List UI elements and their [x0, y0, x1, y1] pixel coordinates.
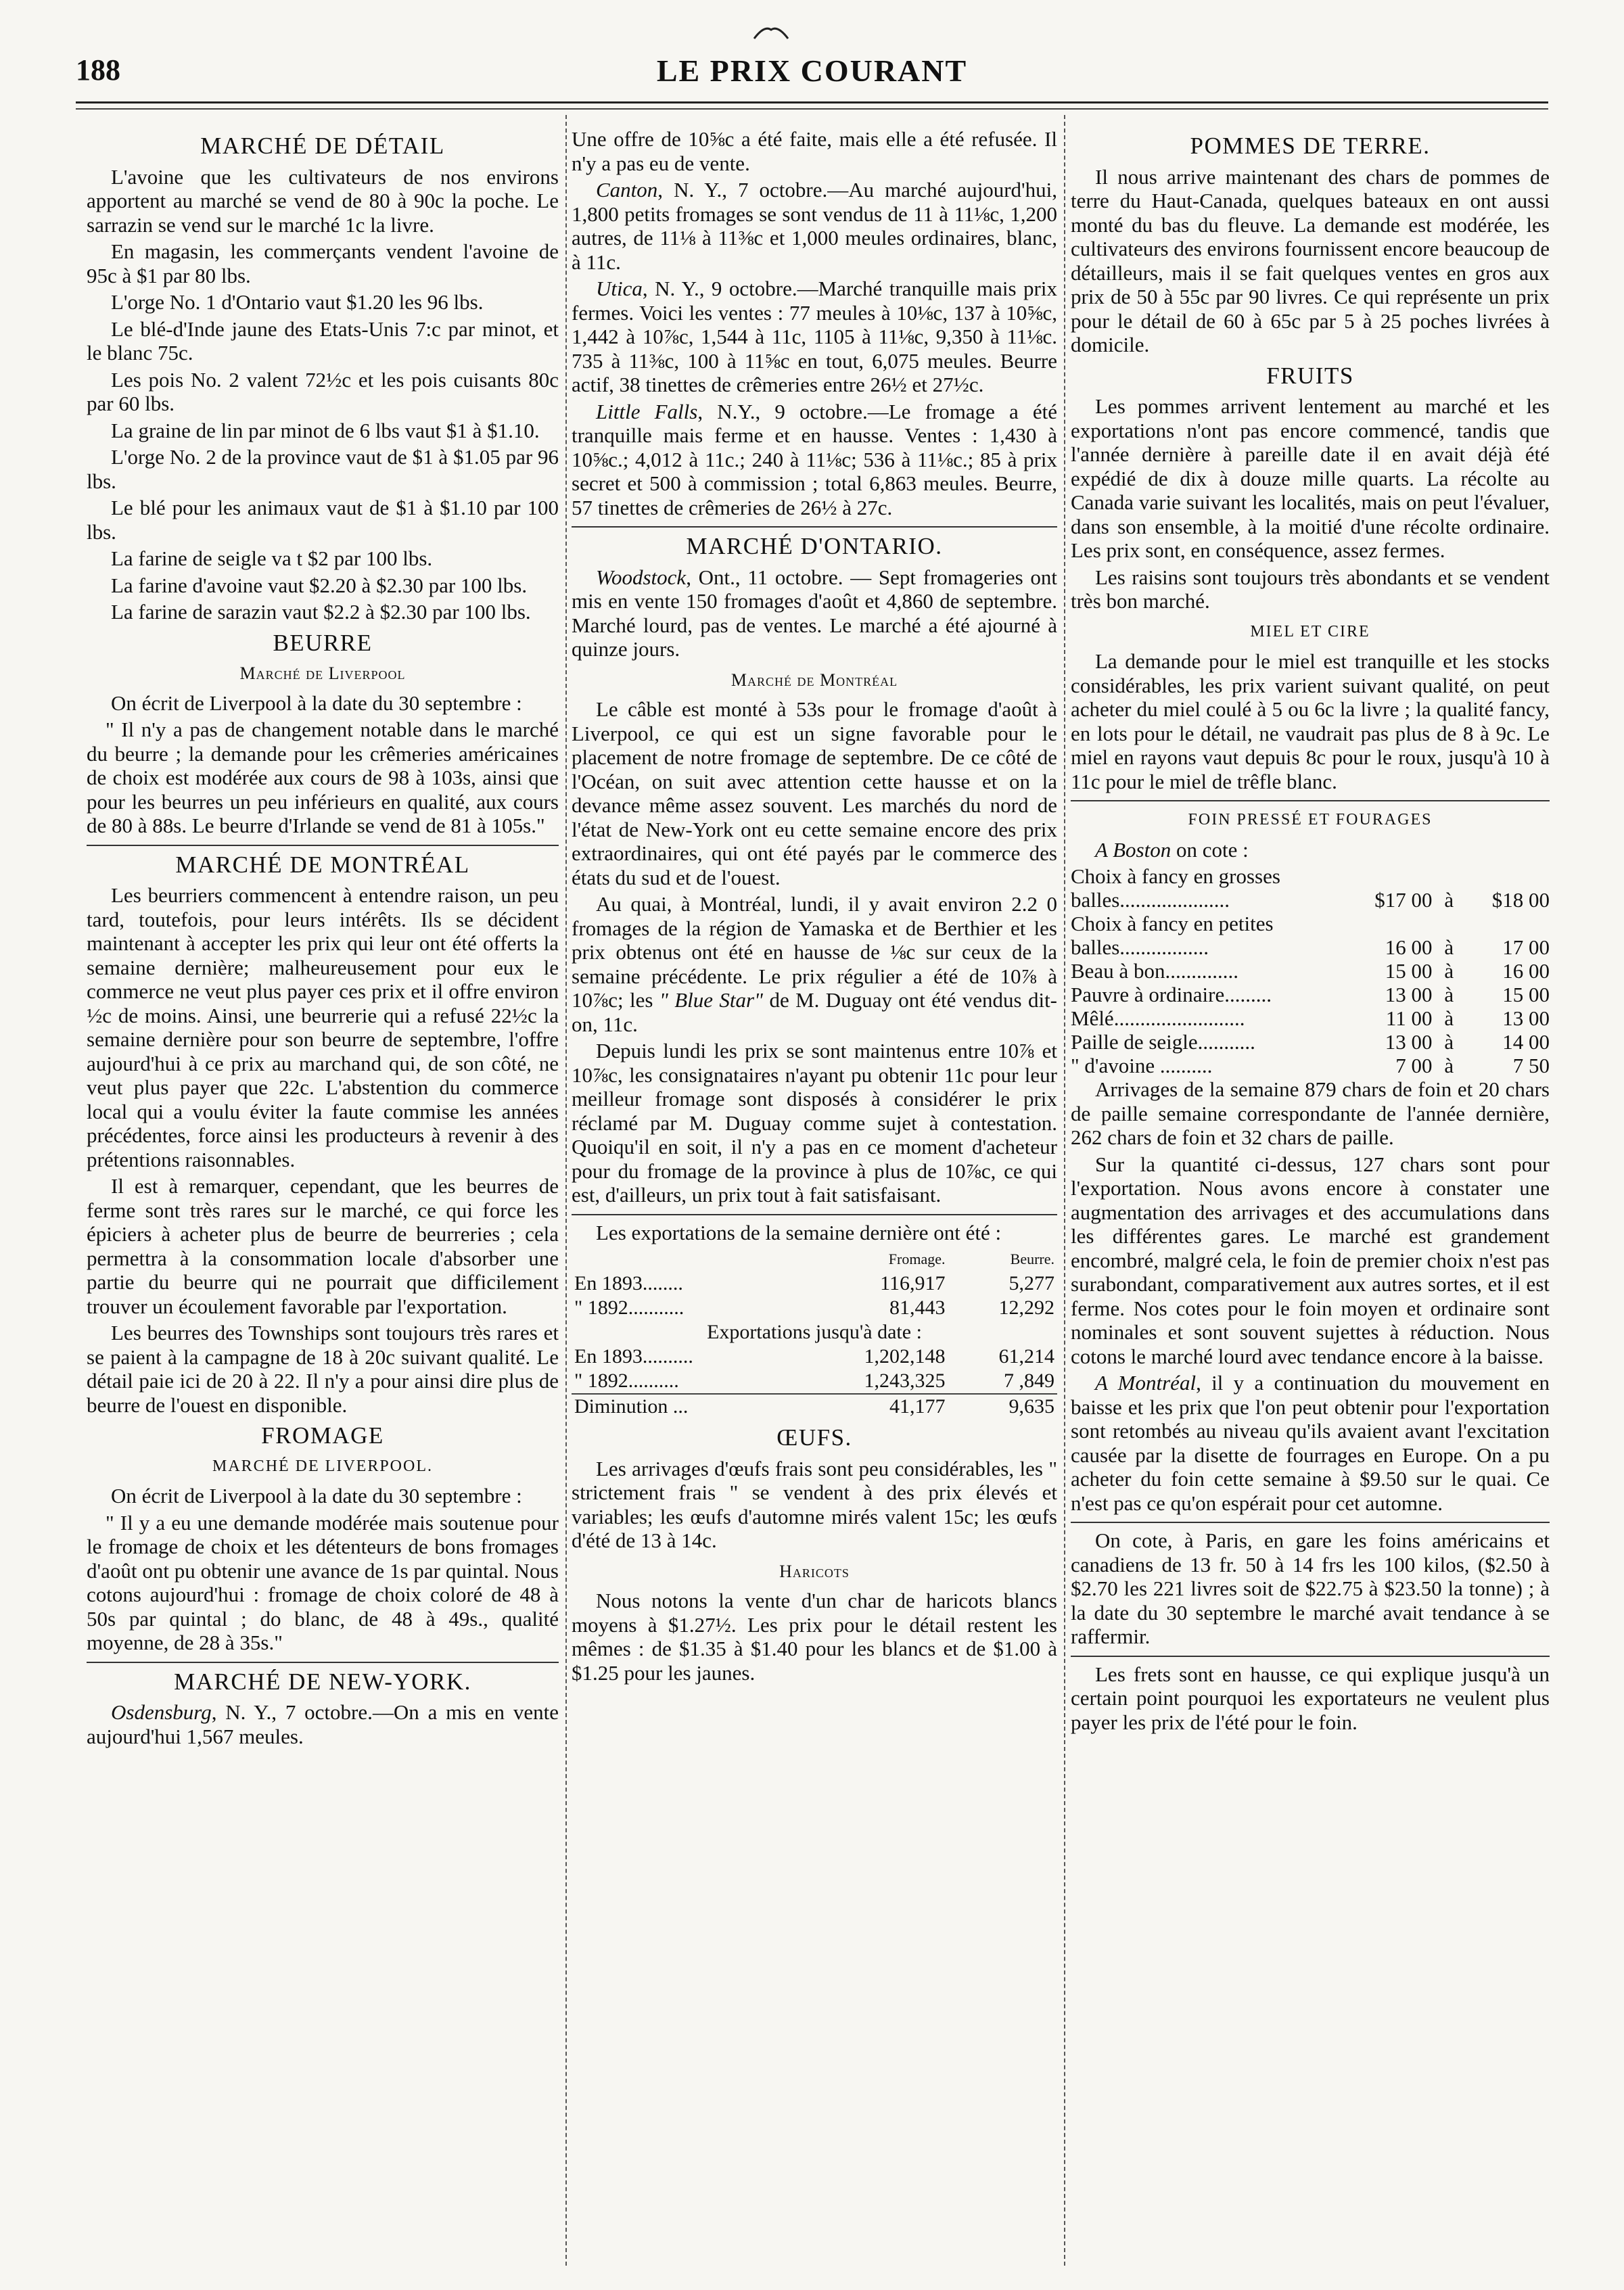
section-rule — [1071, 1656, 1550, 1657]
table-row — [572, 1320, 1057, 1345]
table-row — [1071, 935, 1550, 959]
table-cell: 12,292 — [998, 1296, 1054, 1319]
section-title: FRUITS — [1266, 362, 1354, 389]
section-rule — [87, 1662, 559, 1663]
column-right — [1071, 127, 1550, 2264]
table-cell — [1433, 912, 1466, 935]
paragraph: Les raisins sont toujours très abondants et se vendent très bon marché. — [1071, 565, 1550, 613]
subsection-title: Marché de Montréal — [730, 670, 898, 690]
table-cell: à — [1444, 1054, 1454, 1077]
table-cell: 11 00 — [1385, 1006, 1433, 1030]
paragraph: Il nous arrive maintenant des chars de pommes de terre du Haut-Canada, quelques bateaux en ont aussi monté du bas du fleuve. La demande est modérée, les cultivateurs des environs fournissent encore beaucoup de détailleurs, mais il se fait quelques ventes en gros aux prix de 50 à 55c par 90 livres. Ce qui représente un prix pour le détail de 60 à 65c par 5 à 25 poches livrées à domicile. — [1071, 164, 1550, 356]
paragraph: L'orge No. 2 de la province vaut de $1 à $1.05 par 96 lbs. — [87, 445, 559, 493]
paragraph: Les exportations de la semaine dernière ont été : — [596, 1220, 1002, 1244]
paragraph: Il est à remarquer, cependant, que les beurres de ferme sont très rares sur le marché, ce qui force les épiciers à acheter plus de beurre de beurreries ; cela permettra à la consommation locale d'absorber une partie du beurre qui ne pourrait que difficilement trouver un écoulement favorable par l'exportation. — [87, 1174, 559, 1318]
table-cell — [1349, 864, 1433, 888]
table-cell: à — [1444, 959, 1454, 983]
section-title: BEURRE — [273, 629, 373, 656]
place-name: Canton — [596, 178, 658, 202]
table-cell: 15 00 — [1502, 983, 1550, 1006]
column-left — [87, 127, 559, 2264]
section-rule — [572, 1214, 1057, 1215]
paragraph: Une offre de 10⅝c a été faite, mais elle a été refusée. Il n'y a pas eu de vente. — [572, 127, 1057, 175]
paragraph — [572, 892, 1057, 1036]
section-title: POMMES DE TERRE. — [1190, 133, 1431, 159]
page-number: 188 — [76, 53, 120, 87]
paragraph — [572, 277, 1057, 397]
table-cell: 81,443 — [889, 1296, 946, 1319]
quoted-paragraph: " Il n'y a pas de changement notable dans le marché du beurre ; la demande pour les crêmeries américaines de choix est modérée aux cours de 98 à 103s, ainsi que pour les beurres un peu inférieurs en qualité, aux cours de 80 à 88s. Le beurre d'Irlande se vend de 81 à 105s." — [87, 718, 559, 837]
table-cell: " 1892.......... — [574, 1370, 679, 1392]
paragraph: Les frets sont en hausse, ce qui explique jusqu'à un certain point pourquoi les exportateurs ne veulent plus payer les prix de l'été pour le foin. — [1071, 1662, 1550, 1734]
section-title: MARCHÉ DE MONTRÉAL — [175, 851, 470, 878]
table-row — [1071, 864, 1550, 888]
paragraph: Le câble est monté à 53s pour le fromage d'août à Liverpool, ce qui est un signe favorable pour le placement de notre fromage de septembre. De ce côté de l'Océan, on suit avec attention cette hausse et on la devance même assez souvent. Les marchés du nord de l'état de New-York ont eu cette semaine encore des prix extraordinaires, qui ont été payés par le commerce des états du sud et de l'ouest. — [572, 697, 1057, 889]
table-row — [1071, 1006, 1550, 1030]
paragraph: L'orge No. 1 d'Ontario vaut $1.20 les 96 lbs. — [111, 290, 484, 314]
paragraph-text: , N. Y., 9 octobre.—Marché tranquille mais prix fermes. Voici les ventes : 77 meules à 10⅛c, 137 à 10⅝c, 1,442 à 10⅞c, 1,544 à 11c, 1105 à 11⅛c, 9,350 à 11⅛c. 735 à 11⅜c, 100 à 11⅝c en tout, 6,075 meules. Beurre actif, 38 tinettes de crêmeries entre 26½ et 27½c. — [572, 277, 1057, 396]
table-cell: 13 00 — [1502, 1006, 1550, 1030]
place-name: Osdensburg — [111, 1700, 212, 1724]
table-row — [1071, 888, 1550, 912]
paragraph — [1071, 1371, 1550, 1515]
paragraph — [1071, 838, 1550, 862]
paragraph: La demande pour le miel est tranquille et les stocks considérables, les prix varient suivant qualité, on peut acheter du miel coulé à 5 ou 6c la livre ; la qualité fancy, en lots pour le détail, ne vaudrait pas plus de 8 à 9c. Le miel en rayons vaut depuis 8c pour le roux, jusqu'à 10 à 11c pour le miel de trêfle blanc. — [1071, 649, 1550, 793]
paragraph: Les arrivages d'œufs frais sont peu considérables, les " strictement frais " se vendent à des prix élevés et variables; les œufs d'automne mirés valent 15c; les œufs d'été de 13 à 14c. — [572, 1456, 1057, 1552]
table-cell: à — [1444, 1006, 1454, 1030]
place-name: Woodstock — [596, 565, 687, 589]
section-rule — [572, 526, 1057, 528]
header-rule — [76, 101, 1548, 103]
table-cell: Diminution ... — [572, 1394, 793, 1419]
subsection-title: Haricots — [779, 1561, 850, 1581]
paragraph: La farine de sarazin vaut $2.2 à $2.30 par 100 lbs. — [111, 600, 531, 624]
table-cell: à — [1444, 983, 1454, 1006]
table-row — [572, 1296, 1057, 1320]
table-header — [572, 1247, 793, 1271]
table-cell — [1466, 864, 1550, 888]
table-cell: 7 50 — [1512, 1054, 1550, 1077]
table-cell: $18 00 — [1491, 888, 1550, 912]
paragraph: On écrit de Liverpool à la date du 30 septembre : — [111, 691, 522, 715]
column-middle — [572, 127, 1057, 2264]
table-cell: à — [1444, 1030, 1454, 1054]
table-cell: 61,214 — [998, 1345, 1054, 1368]
table-row — [1071, 1054, 1550, 1077]
table-cell — [1349, 912, 1433, 935]
subsection-title: FOIN PRESSÉ ET FOURAGES — [1188, 811, 1433, 828]
table-cell: 15 00 — [1385, 959, 1433, 983]
section-rule — [87, 845, 559, 846]
section-rule — [1071, 800, 1550, 801]
table-cell: Mêlé......................... — [1071, 1006, 1245, 1030]
table-cell: à — [1444, 888, 1454, 912]
table-cell — [1466, 912, 1550, 935]
place-name: Utica — [596, 277, 643, 300]
paragraph: Sur la quantité ci-dessus, 127 chars sont pour l'exportation. Nous avons encore à constater une augmentation des arrivages et des accumulations dans les différentes gares. Le marché est grandement encombré, malgré cela, le foin de premier choix n'est pas surabondant, comparativement aux autres sortes, et il est ferme. Nos cotes pour le foin moyen et ordinaire sont nominales et sont souvent sujettes à réduction. Nous cotons le marché lourd avec tendance encore à la baisse. — [1071, 1152, 1550, 1368]
column-divider — [565, 115, 567, 2266]
ornament-icon — [751, 22, 791, 42]
paragraph: Nous notons la vente d'un char de haricots blancs moyens à $1.27½. Les prix pour le détail restent les mêmes : de $1.35 à $1.40 pour les blancs et de $1.00 à $1.25 pour les jaunes. — [572, 1589, 1057, 1685]
table-cell: Choix à fancy en petites — [1071, 912, 1274, 935]
paragraph — [87, 1700, 559, 1748]
table-cell: 116,917 — [880, 1272, 946, 1294]
section-title: FROMAGE — [261, 1422, 384, 1449]
section-rule — [1071, 1522, 1550, 1523]
table-cell: En 1893.......... — [574, 1345, 693, 1368]
paragraph-text: on cote : — [1171, 837, 1249, 862]
paragraph: Les pois No. 2 valent 72½c et les pois cuisants 80c par 60 lbs. — [87, 367, 559, 415]
table-cell: balles..................... — [1071, 888, 1230, 912]
table-cell: 16 00 — [1385, 935, 1433, 959]
table-row — [1071, 912, 1550, 935]
table-cell: $17 00 — [1374, 888, 1433, 912]
section-title: MARCHÉ D'ONTARIO. — [686, 533, 943, 559]
paragraph: Depuis lundi les prix se sont maintenus entre 10⅞ et 10⅞c, les consignataires n'ayant pu obtenir 11c pour leur meilleur fromage sont disposés à considérer le prix réclamé par M. Duguay comme sujet à contestation. Quoiqu'il en soit, il n'y a pas en ce moment d'acheteur pour du fromage de la province à plus de 10⅞c, ce qui est, d'ailleurs, un prix tout à fait satisfaisant. — [572, 1039, 1057, 1207]
hay-price-table — [1071, 864, 1550, 1077]
table-cell: 5,277 — [1008, 1272, 1054, 1294]
table-cell: 7 00 — [1395, 1054, 1433, 1077]
section-title: ŒUFS. — [776, 1424, 852, 1451]
section-title: MARCHÉ DE DÉTAIL — [200, 133, 445, 159]
paragraph — [572, 400, 1057, 520]
paragraph-text: , N. Y., 7 octobre.—On a mis en vente aujourd'hui 1,567 meules. — [87, 1700, 559, 1748]
paragraph-text: Au quai, à Montréal, lundi, il y avait environ 2.2 0 fromages de la région de Yamaska et de Berthier et les prix obtenus ont été en hausse de ⅛c sur ceux de la semaine précédente. Le prix régulier a été de 10⅞ à 10⅞c; les — [572, 892, 1057, 1012]
paragraph-text: , N. Y., 7 octobre.—Au marché aujourd'hui, 1,800 petits fromages se sont vendus de 11 à 11⅛c, 1,200 autres, de 11⅛ à 11⅜c et 1,000 meules ordinaires, blanc, à 11c. — [572, 178, 1057, 274]
table-row — [572, 1271, 1057, 1296]
table-cell: 13 00 — [1385, 1030, 1433, 1054]
table-cell: 41,177 — [793, 1394, 948, 1419]
paragraph: Arrivages de la semaine 879 chars de foin et 20 chars de paille semaine correspondante de l'année dernière, 262 chars de foin et 32 chars de paille. — [1071, 1077, 1550, 1149]
place-name: A Boston — [1095, 837, 1171, 862]
paragraph: On cote, à Paris, en gare les foins américains et canadiens de 13 fr. 50 à 14 frs les 100 kilos, ($2.50 à $2.70 les 221 livres soit de $22.75 à $23.50 la tonne) ; à la date du 30 septembre le marché avait tendance à se raffermir. — [1071, 1528, 1550, 1648]
paragraph: Les beurres des Townships sont toujours très rares et se paient à la campagne de 18 à 20c suivant qualité. Le détail paie ici de 20 à 22. Il n'y a pour ainsi dire plus de beurre de l'ouest en disponible. — [87, 1321, 559, 1417]
table-row — [1071, 1030, 1550, 1054]
paragraph-text: de M. Duguay ont été vendus dit-on, 11c. — [572, 988, 1057, 1036]
table-cell: 1,243,325 — [864, 1370, 946, 1392]
table-subtitle: Exportations jusqu'à date : — [707, 1321, 922, 1343]
table-row — [572, 1345, 1057, 1369]
paragraph: Le blé-d'Inde jaune des Etats-Unis 7:c par minot, et le blanc 75c. — [87, 317, 559, 365]
paragraph — [572, 178, 1057, 274]
table-cell: Paille de seigle........... — [1071, 1030, 1255, 1054]
paragraph: En magasin, les commerçants vendent l'avoine de 95c à $1 par 80 lbs. — [87, 239, 559, 287]
table-cell — [1433, 864, 1466, 888]
paragraph: Les beurriers commencent à entendre raison, un peu tard, toutefois, pour leurs intérêts. Ils se décident maintenant à accepter les prix qui leur ont été offerts la semaine dernière; malheureusement pour eux le commerce ne veut plus payer ces prix et il offre environ ½c de moins. Ainsi, une beurrerie qui a refusé 22½c la semaine dernière pour son beurre de septembre, l'offre aujourd'hui à ce prix au marchand qui, de son côté, ne veut plus payer que 22c. L'abstention du commerce local qui a voulu éviter la faute commise les années précédentes, force ainsi les producteurs à revenir à des prétentions raisonnables. — [87, 883, 559, 1171]
table-cell: En 1893........ — [574, 1272, 683, 1294]
subsection-title: MARCHÉ DE LIVERPOOL. — [212, 1457, 433, 1475]
place-name: Little Falls — [596, 399, 698, 423]
page-title: LE PRIX COURANT — [656, 53, 968, 88]
table-total-row — [572, 1394, 1057, 1419]
header-rule-thin — [76, 108, 1548, 110]
exports-table — [572, 1247, 1057, 1419]
table-cell: " 1892........... — [574, 1296, 685, 1319]
table-cell: à — [1444, 935, 1454, 959]
table-cell: 14 00 — [1502, 1030, 1550, 1054]
subsection-title: MIEL ET CIRE — [1250, 622, 1370, 640]
table-cell: 1,202,148 — [864, 1345, 946, 1368]
paragraph-text: , Ont., 11 octobre. — Sept fromageries ont mis en vente 150 fromages d'août et 4,860 de septembre. Marché lourd, pas de ventes. Le marché a été ajourné à quinze jours. — [572, 565, 1057, 661]
place-name: A Montréal — [1095, 1371, 1197, 1395]
table-cell: " d'avoine .......... — [1071, 1054, 1213, 1077]
table-cell: 7 ,849 — [1004, 1370, 1054, 1392]
table-cell: Choix à fancy en grosses — [1071, 864, 1280, 888]
paragraph-text: , N.Y., 9 octobre.—Le fromage a été tranquille mais ferme et en hausse. Ventes : 1,430 à 10⅝c.; 4,012 à 11c.; 240 à 11⅛c; 536 à 11⅛c.; 85 à prix secret et 500 à commission ; total 6,863 meules. Beurre, 57 tinettes de crêmeries de 26½ à 27c. — [572, 399, 1057, 519]
table-cell: 9,635 — [948, 1394, 1057, 1419]
paragraph: Les pommes arrivent lentement au marché et les exportations n'ont pas encore commencé, tandis que l'année dernière à pareille date il en avait déjà été expédié de dix à douze mille quarts. La récolte au Canada varie suivant les localités, mais on peut l'évaluer, dans son ensemble, à la moitié d'une récolte ordinaire. Les prix sont, en conséquence, assez fermes. — [1071, 394, 1550, 562]
table-cell: 17 00 — [1502, 935, 1550, 959]
table-cell: Pauvre à ordinaire......... — [1071, 983, 1272, 1006]
paragraph: La farine d'avoine vaut $2.20 à $2.30 par 100 lbs. — [111, 573, 528, 597]
table-header-row — [572, 1247, 1057, 1271]
table-cell: 16 00 — [1502, 959, 1550, 983]
section-title: MARCHÉ DE NEW-YORK. — [174, 1668, 471, 1695]
quoted-paragraph: " Il y a eu une demande modérée mais soutenue pour le fromage de choix et les détenteurs de bons fromages d'août ont pu obtenir une avance de 1s par quintal. Nous cotons aujourd'hui : fromage de choix coloré de 48 à 50s par quintal ; do blanc, de 48 à 49s., qualité moyenne, de 28 à 35s." — [87, 1510, 559, 1654]
table-cell: Beau à bon.............. — [1071, 959, 1238, 983]
table-header: Fromage. — [888, 1251, 946, 1267]
paragraph: La farine de seigle va t $2 par 100 lbs. — [111, 546, 433, 570]
table-row — [572, 1369, 1057, 1394]
table-row — [1071, 959, 1550, 983]
paragraph: L'avoine que les cultivateurs de nos environs apportent au marché se vend de 80 à 90c la poche. Le sarrazin se vend sur le marché 1c la livre. — [87, 164, 559, 237]
paragraph — [572, 565, 1057, 661]
paragraph: On écrit de Liverpool à la date du 30 septembre : — [111, 1484, 522, 1508]
column-divider — [1064, 115, 1065, 2266]
table-row — [1071, 983, 1550, 1006]
table-header: Beurre. — [1010, 1251, 1054, 1267]
subsection-title: Marché de Liverpool — [239, 663, 406, 683]
paragraph: La graine de lin par minot de 6 lbs vaut $1 à $1.10. — [111, 418, 540, 442]
brand-name: " Blue Star" — [659, 988, 764, 1012]
table-cell: balles................. — [1071, 935, 1209, 959]
paragraph: Le blé pour les animaux vaut de $1 à $1.10 par 100 lbs. — [87, 496, 559, 544]
paragraph-text: , il y a continuation du mouvement en baisse et les prix que l'on peut obtenir pour l'exportation sont retombés au niveau qu'ils avaient avant l'excitation causée par la disette de fourrages en Europe. On a pu acheter du foin cette semaine à $9.50 sur le quai. Ce n'est pas ce qu'on espérait pour cet automne. — [1071, 1371, 1550, 1515]
table-cell: 13 00 — [1385, 983, 1433, 1006]
